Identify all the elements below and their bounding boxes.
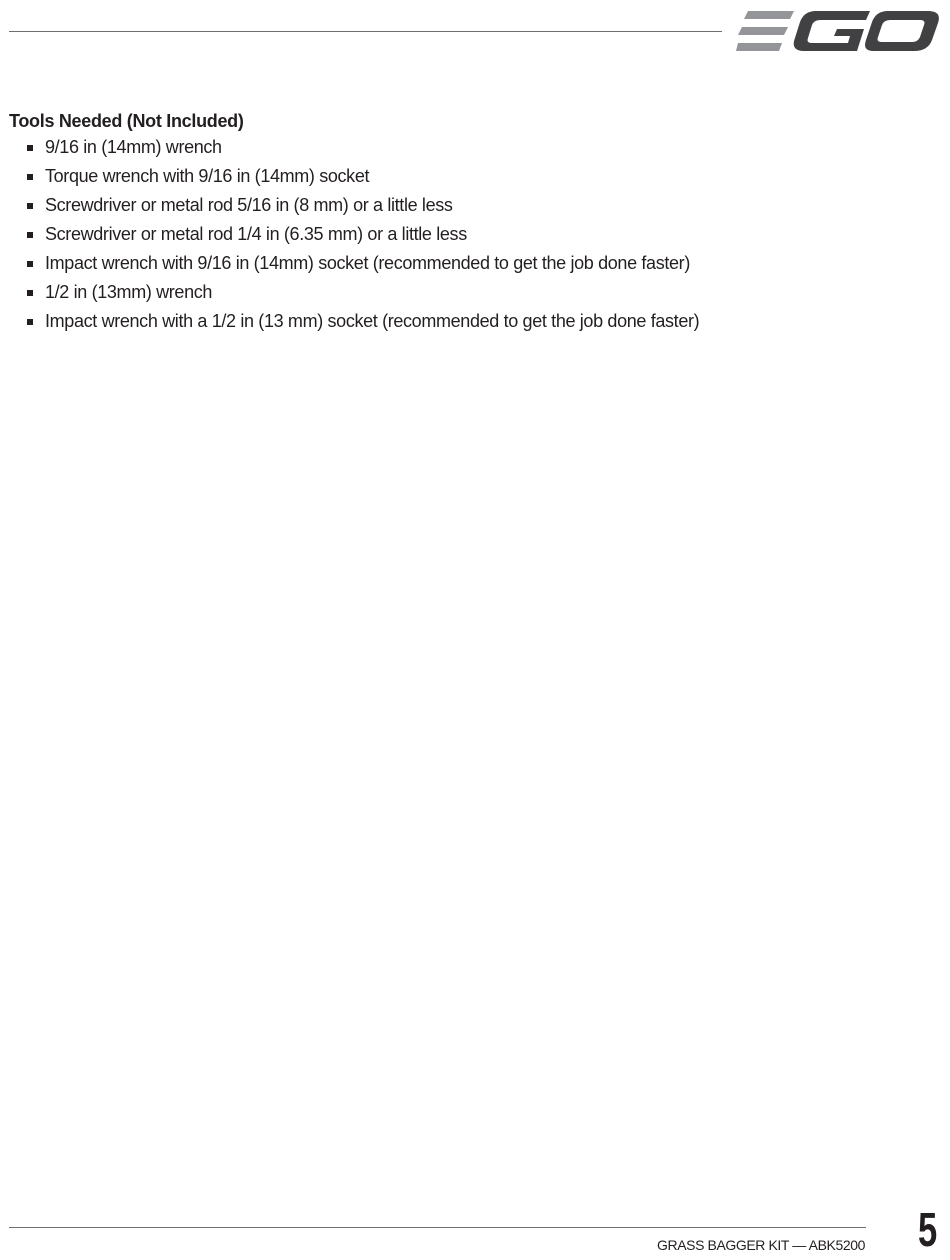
logo-o-letter [865,11,939,51]
header-divider [9,31,722,32]
logo-g-letter [794,11,870,51]
list-item [26,192,699,221]
logo-e-middle-bar [738,27,788,35]
bullet-square-icon [27,232,33,238]
list-item [26,279,699,308]
list-item [26,308,699,337]
bullet-square-icon [27,203,33,209]
list-item [26,134,699,163]
bullet-square-icon [27,145,33,151]
bullet-square-icon [27,290,33,296]
ego-logo [736,8,940,54]
list-item-text: 1/2 in (13mm) wrench [45,282,213,302]
list-item-text: Screwdriver or metal rod 5/16 in (8 mm) or a little less [45,195,453,215]
list-item-text: 9/16 in (14mm) wrench [45,137,222,157]
logo-e-top-bar [744,11,794,19]
list-item [26,163,699,192]
list-item-text: Impact wrench with a 1/2 in (13 mm) socket (recommended to get the job done faster) [45,311,700,331]
footer-manual-title: GRASS BAGGER KIT — ABK5200 [657,1237,865,1253]
logo-e-bottom-bar [736,43,782,51]
tools-list [26,134,699,337]
bullet-square-icon [27,319,33,325]
list-item-text: Impact wrench with 9/16 in (14mm) socket (recommended to get the job done faster) [45,253,690,273]
page-number: 5 [918,1204,936,1257]
list-item [26,221,699,250]
list-item-text: Screwdriver or metal rod 1/4 in (6.35 mm) or a little less [45,224,467,244]
footer-divider [9,1227,866,1228]
tools-needed-heading: Tools Needed (Not Included) [9,111,244,131]
bullet-square-icon [27,174,33,180]
list-item-text: Torque wrench with 9/16 in (14mm) socket [45,166,370,186]
list-item [26,250,699,279]
bullet-square-icon [27,261,33,267]
